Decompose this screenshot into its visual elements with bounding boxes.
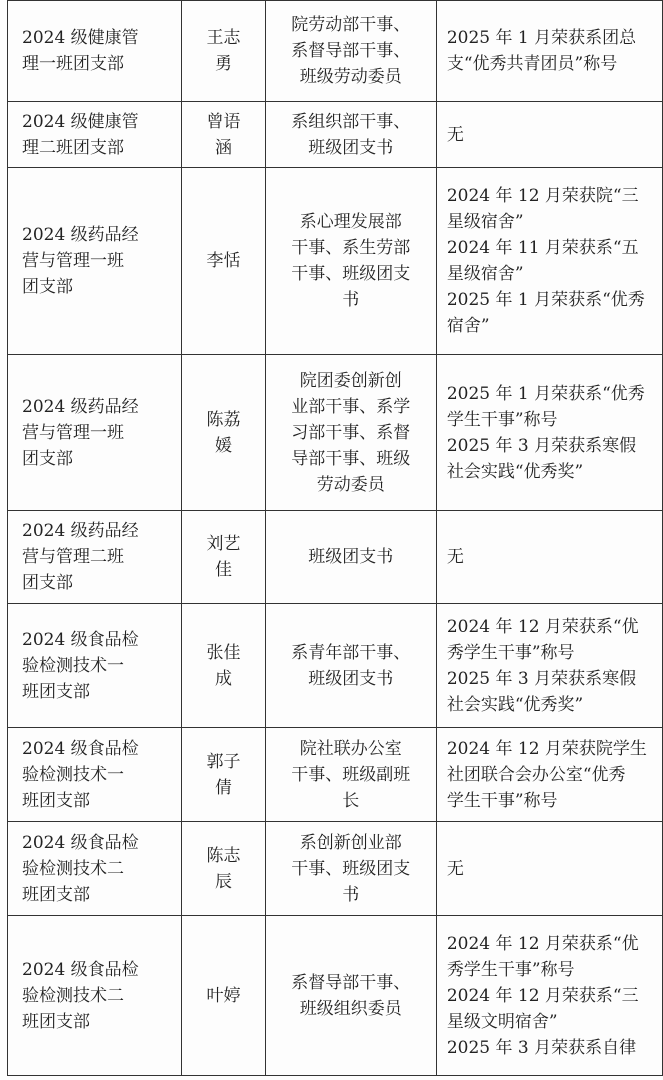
name-cell: 曾语 涵 — [182, 102, 265, 168]
branch-cell: 2024 级食品检 验检测技术二 班团支部 — [8, 822, 182, 916]
position-cell: 院劳动部干事、 系督导部干事、 班级劳动委员 — [265, 1, 436, 102]
honors-cell: 2025 年 1 月荣获系团总 支“优秀共青团员”称号 — [436, 1, 662, 102]
branch-cell: 2024 级药品经 营与管理一班 团支部 — [8, 168, 182, 355]
branch-cell: 2024 级药品经 营与管理一班 团支部 — [8, 355, 182, 511]
table-row — [8, 102, 663, 168]
table-row — [8, 916, 663, 1076]
name-cell: 李恬 — [182, 168, 265, 355]
table-row — [8, 355, 663, 511]
honors-cell: 无 — [436, 822, 662, 916]
name-cell: 陈荔 媛 — [182, 355, 265, 511]
name-cell: 陈志 辰 — [182, 822, 265, 916]
table-row — [8, 604, 663, 728]
branch-cell: 2024 级食品检 验检测技术一 班团支部 — [8, 604, 182, 728]
name-cell: 王志 勇 — [182, 1, 265, 102]
branch-cell: 2024 级食品检 验检测技术二 班团支部 — [8, 916, 182, 1076]
position-cell: 班级团支书 — [265, 511, 436, 604]
honors-cell: 2024 年 12 月荣获系“优 秀学生干事”称号 2024 年 12 月荣获系“三 星级文明宿舍” 2025 年 3 月荣获系自律 — [436, 916, 662, 1076]
name-cell: 刘艺 佳 — [182, 511, 265, 604]
table-row — [8, 822, 663, 916]
honors-table — [7, 0, 663, 1076]
honors-cell: 无 — [436, 102, 662, 168]
branch-cell: 2024 级药品经 营与管理二班 团支部 — [8, 511, 182, 604]
table-row — [8, 1, 663, 102]
name-cell: 张佳 成 — [182, 604, 265, 728]
position-cell: 院社联办公室 干事、班级副班 长 — [265, 728, 436, 822]
honors-cell: 2024 年 12 月荣获系“优 秀学生干事”称号 2025 年 3 月荣获系寒假 社会实践“优秀奖” — [436, 604, 662, 728]
honors-cell: 2024 年 12 月荣获院“三 星级宿舍” 2024 年 11 月荣获系“五 星级宿舍” 2025 年 1 月荣获系“优秀 宿舍” — [436, 168, 662, 355]
honors-cell: 2025 年 1 月荣获系“优秀 学生干事”称号 2025 年 3 月荣获系寒假 社会实践“优秀奖” — [436, 355, 662, 511]
position-cell: 系创新创业部 干事、班级团支 书 — [265, 822, 436, 916]
honors-cell: 无 — [436, 511, 662, 604]
branch-cell: 2024 级食品检 验检测技术一 班团支部 — [8, 728, 182, 822]
name-cell: 叶婷 — [182, 916, 265, 1076]
table-row — [8, 728, 663, 822]
position-cell: 院团委创新创 业部干事、系学 习部干事、系督 导部干事、班级 劳动委员 — [265, 355, 436, 511]
table-row — [8, 511, 663, 604]
table-row — [8, 168, 663, 355]
branch-cell: 2024 级健康管 理二班团支部 — [8, 102, 182, 168]
name-cell: 郭子 倩 — [182, 728, 265, 822]
position-cell: 系青年部干事、 班级团支书 — [265, 604, 436, 728]
position-cell: 系心理发展部 干事、系生劳部 干事、班级团支 书 — [265, 168, 436, 355]
position-cell: 系组织部干事、 班级团支书 — [265, 102, 436, 168]
position-cell: 系督导部干事、 班级组织委员 — [265, 916, 436, 1076]
branch-cell: 2024 级健康管 理一班团支部 — [8, 1, 182, 102]
honors-cell: 2024 年 12 月荣获院学生 社团联合会办公室“优秀 学生干事”称号 — [436, 728, 662, 822]
